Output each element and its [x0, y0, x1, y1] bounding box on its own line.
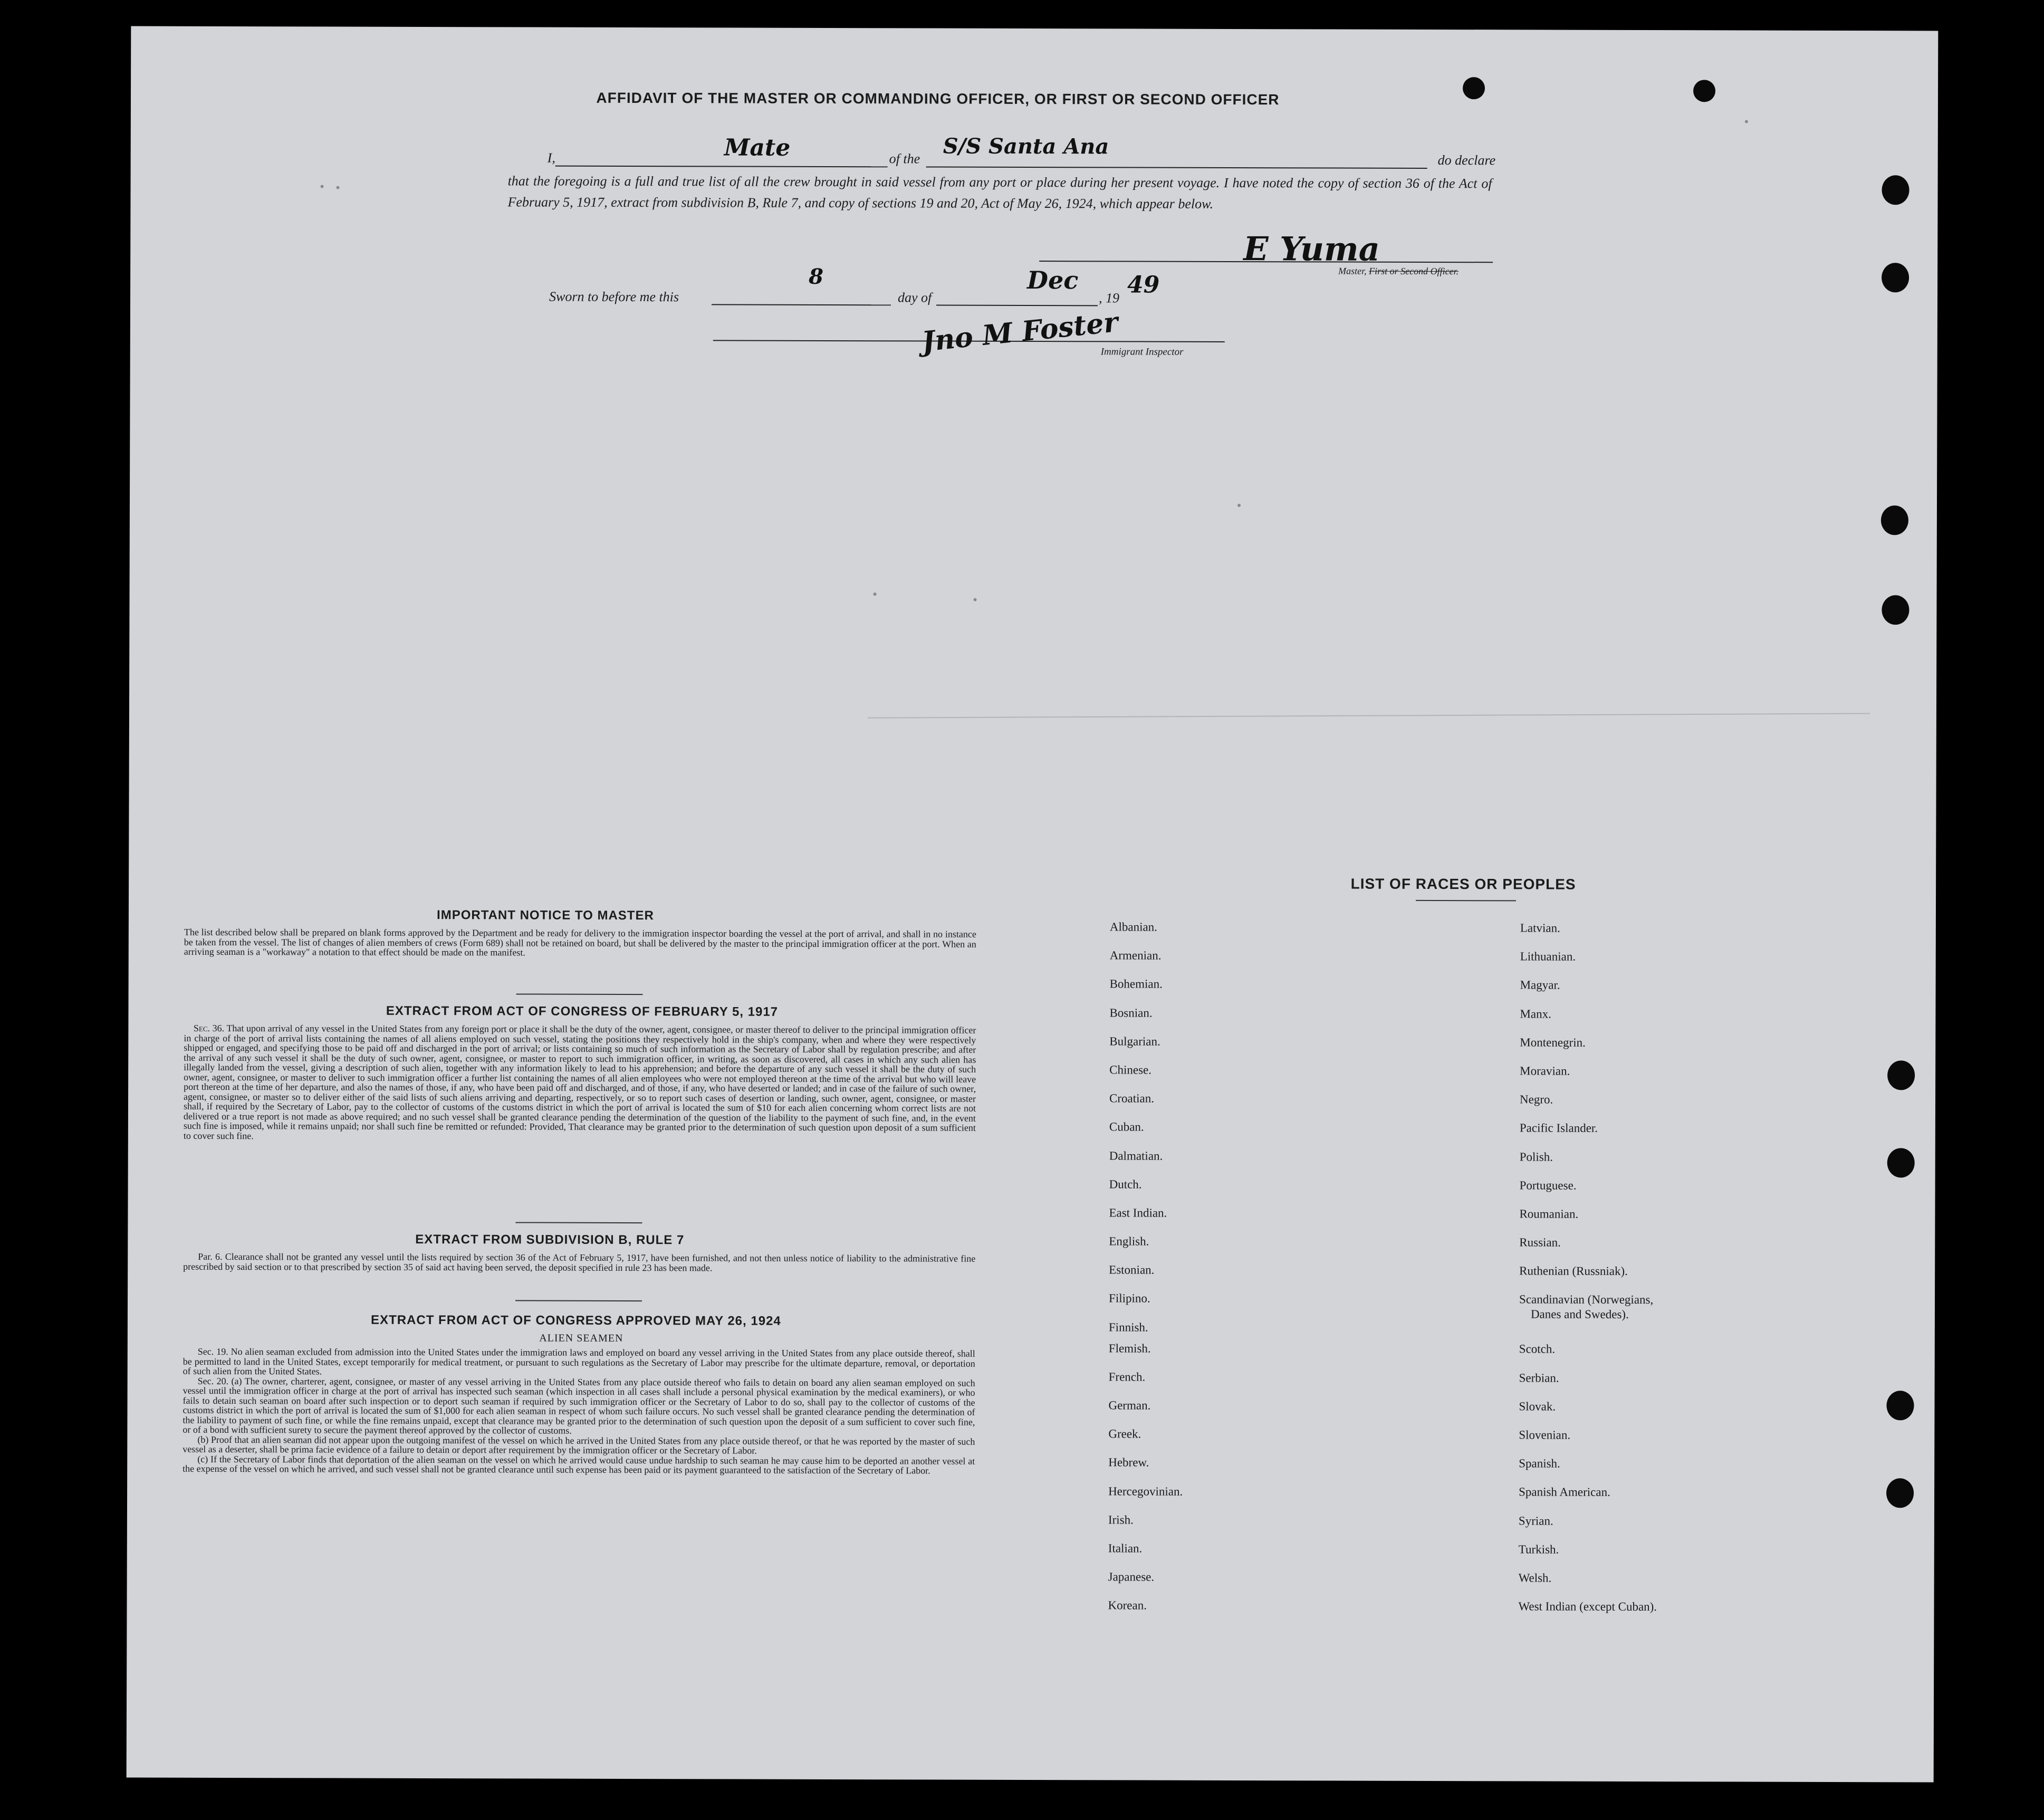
document-page — [127, 26, 1939, 1783]
race-item: Finnish. — [1108, 1320, 1148, 1334]
do-declare-label: do declare — [1437, 152, 1496, 168]
speck — [974, 598, 977, 601]
race-item: Irish. — [1108, 1513, 1134, 1527]
speck — [1237, 504, 1241, 507]
handwritten-vessel: S/S Santa Ana — [943, 133, 1109, 159]
races-title: LIST OF RACES OR PEOPLES — [1350, 875, 1576, 893]
race-item: Slovak. — [1519, 1400, 1556, 1413]
race-item: Danes and Swedes). — [1530, 1307, 1629, 1321]
handwritten-day: 8 — [809, 264, 824, 289]
race-item: German. — [1108, 1398, 1151, 1412]
of-the-label: of the — [889, 151, 920, 167]
sec-19-text: Sec. 19. No alien seaman excluded from admission into the United States under the immigration laws and employed on board any vessel arriving in the United States from any place outside thereof, shall be permitted to land in the United States, except temporarily for medical treatment, or pursuant to such regulations as the Secretary of Labor may prescribe for the ultimate departure, removal, or deportation of such alien from the United States. — [183, 1346, 975, 1377]
master-struck-label: First or Second Officer. — [1369, 265, 1459, 277]
punch-hole — [1886, 1391, 1914, 1420]
punch-hole — [1887, 1148, 1915, 1177]
race-item: Flemish. — [1108, 1342, 1151, 1355]
extract-1917-title: EXTRACT FROM ACT OF CONGRESS OF FEBRUARY 5, 1917 — [386, 1003, 779, 1019]
fold-line — [868, 713, 1870, 719]
inspector-label: Immigrant Inspector — [1100, 346, 1184, 358]
race-item: Scotch. — [1519, 1342, 1556, 1356]
race-item: Japanese. — [1108, 1570, 1155, 1584]
race-item: Dalmatian. — [1109, 1148, 1163, 1163]
notice-title: IMPORTANT NOTICE TO MASTER — [437, 908, 654, 923]
sec-20c-text: (c) If the Secretary of Labor finds that deportation of the alien seaman on the vessel on which he arrived would cause undue hardship to such seaman he may cause him to be deported an another vessel at the expense of the vessel on which he arrived, and such vessel shall not be granted clearance until such expense has been paid or its payment guaranteed to the satisfaction of the Secretary of Labor. — [183, 1453, 975, 1476]
vessel-line — [926, 166, 1427, 168]
handwritten-year: 49 — [1127, 271, 1160, 299]
speck — [1745, 120, 1748, 123]
month-line — [936, 305, 1098, 306]
year-prefix: , 19 — [1098, 290, 1120, 306]
race-item: French. — [1108, 1370, 1146, 1384]
race-item: Moravian. — [1520, 1064, 1570, 1078]
speck — [321, 185, 324, 188]
punch-hole — [1887, 1060, 1915, 1090]
race-item: Syrian. — [1518, 1514, 1553, 1528]
punch-hole — [1882, 595, 1909, 625]
punch-hole — [1886, 1478, 1914, 1508]
race-item: Bulgarian. — [1109, 1034, 1160, 1048]
master-label: Master, — [1338, 265, 1369, 276]
divider — [515, 1300, 642, 1301]
race-item: Spanish. — [1519, 1457, 1560, 1470]
speck — [874, 592, 877, 596]
race-item: Bohemian. — [1109, 977, 1163, 991]
race-item: Polish. — [1519, 1150, 1553, 1164]
punch-hole — [1881, 505, 1908, 535]
inspector-signature: Jno M Foster — [920, 306, 1120, 358]
race-item: East Indian. — [1109, 1206, 1167, 1220]
handwritten-name: Mate — [724, 134, 791, 161]
rule-7-title: EXTRACT FROM SUBDIVISION B, RULE 7 — [415, 1232, 685, 1248]
race-item: Armenian. — [1109, 949, 1162, 962]
race-item: Greek. — [1108, 1427, 1141, 1441]
master-label-block — [1338, 266, 1458, 277]
race-item: Turkish. — [1518, 1543, 1559, 1556]
race-item: West Indian (except Cuban). — [1518, 1599, 1657, 1614]
race-item: Albanian. — [1109, 920, 1157, 934]
race-item: Slovenian. — [1519, 1428, 1571, 1442]
race-item: Cuban. — [1109, 1120, 1144, 1134]
sec-36-text: That upon arrival of any vessel in the United States from any foreign port or place it shall be the duty of the owner, agent, consignee, or master thereof to deliver to the principal immigration officer in charge of the port of arrival lists containing the names of all aliens employed on such vessel, stating the positions they respectively hold in the ship's company, when and where they were respectively shipped or engaged, and specifying those to be paid off and discharged in the port of arrival; or lists containing so much of such information as the Secretary of Labor shall by regulation prescribe; and after the arrival of any such vessel it shall be the duty of such owner, agent, consignee, or master to report to such immigration officer, in writing, as soon as discovered, all cases in which any such alien has illegally landed from the vessel, giving a description of such alien, together with any information likely to lead to his apprehension; and before the departure of any such vessel it shall be the duty of such owner, agent, consignee, or master to deliver to such immigration officer a further list containing the names of all alien employees who were not employed thereon at the time of the arrival but who will leave port thereon at the time of her departure, and also the names of those, if any, who have been paid off and discharged, and of those, if any, who have deserted or landed; and in case of the failure of such owner, agent, consignee, or master so to deliver either of the said lists of such aliens arriving and departing, respectively, or so to report such cases of desertion or landing, such owner, agent, consignee, or master shall, if required by the Secretary of Labor, pay to the collector of customs of the customs district in which the port of arrival is located the sum of $10 for each alien concerning whom correct lists are not delivered or a true report is not made as above required; and no such vessel shall be granted clearance pending the determination of the question of the liability to the payment of such fine, and, in the event such fine is imposed, while it remains unpaid; nor shall such fine be remitted or refunded: Provided, That clearance may be granted prior to the determination of such question upon deposit of a sum sufficient to cover such fine. — [183, 1023, 976, 1141]
races-left-column — [1108, 920, 1184, 1627]
race-item: Estonian. — [1109, 1263, 1155, 1277]
race-item: English. — [1109, 1234, 1149, 1248]
race-item: Bosnian. — [1109, 1005, 1153, 1020]
divider — [516, 993, 643, 995]
extract-1924-text — [183, 1347, 975, 1476]
sworn-label: Sworn to before me this — [549, 289, 679, 305]
race-item: Pacific Islander. — [1519, 1121, 1598, 1135]
sec-36-label: Sec. 36. — [193, 1022, 225, 1033]
day-of-label: day of — [897, 290, 932, 305]
race-item: Spanish American. — [1519, 1485, 1610, 1499]
race-item: Magyar. — [1520, 978, 1560, 992]
race-item: Croatian. — [1109, 1091, 1155, 1105]
rule-7-text: Par. 6. Clearance shall not be granted any vessel until the lists required by section 36 of the Act of February 5, 1917, have been furnished, and not then unless notice of liability to the administrative fine prescribed by said section or to that prescribed by section 35 of said act having been served, the deposit specified in rule 23 has been made. — [183, 1251, 976, 1273]
race-item: Chinese. — [1109, 1063, 1152, 1077]
race-item: Korean. — [1108, 1598, 1147, 1612]
race-item: Latvian. — [1520, 921, 1560, 935]
handwritten-month: Dec — [1027, 265, 1079, 295]
extract-1917-text — [184, 1023, 976, 1143]
race-item: Portuguese. — [1519, 1179, 1577, 1192]
race-item: Filipino. — [1109, 1291, 1150, 1306]
divider — [1416, 900, 1516, 901]
race-item: Dutch. — [1109, 1177, 1142, 1191]
race-item: Hercegovinian. — [1108, 1484, 1183, 1498]
speck — [337, 186, 340, 189]
name-line — [555, 166, 888, 168]
race-item: Hebrew. — [1108, 1455, 1149, 1469]
sec-20a-text: Sec. 20. (a) The owner, charterer, agent, consignee, or master of any vessel arriving in the United States from any place outside thereof who fails to detain on board any alien seaman employed on such vessel until the immigration officer in charge at the port of arrival has inspected such seaman (which inspection in all cases shall include a personal physical examination by the medical examiners), or who fails to detain such seaman on board after such inspection or to deport such seaman if required by such immigration officer or the Secretary of Labor to do so, shall pay to the collector of customs of the customs district in which the port of arrival is located the sum of $1,000 for each alien seaman in respect of whom such failure occurs. No such vessel shall be granted clearance pending the determination of the liability to payment of such fine, or while the fine remains unpaid, except that clearance may be granted prior to the determination of such question upon the deposit of a sum sufficient to cover such fine, or of a bond with sufficient surety to secure the payment thereof approved by the collector of customs. — [183, 1375, 975, 1436]
affidavit-title: AFFIDAVIT OF THE MASTER OR COMMANDING OFFICER, OR FIRST OR SECOND OFFICER — [596, 89, 1280, 108]
punch-hole — [1882, 175, 1909, 205]
race-item: Russian. — [1519, 1235, 1561, 1249]
i-label: I, — [547, 150, 555, 166]
punch-hole — [1693, 80, 1715, 102]
race-item: Manx. — [1520, 1007, 1551, 1021]
punch-hole — [1882, 263, 1909, 292]
divider — [515, 1222, 642, 1223]
affidavit-body: that the foregoing is a full and true list of all the crew brought in said vessel from any port or place during her present voyage. I have noted the copy of section 36 of the Act of February 5, 1917, extract from subdivision B, Rule 7, and copy of sections 19 and 20, Act of May 26, 1924, which appear below. — [507, 173, 1492, 212]
race-item: Roumanian. — [1519, 1207, 1579, 1221]
notice-text: The list described below shall be prepared on blank forms approved by the Department and be ready for delivery to the immigration inspector boarding the vessel at the port of arrival, and shall in no instance be taken from the vessel. The list of changes of alien members of crews (Form 689) shall not be retained on board, but shall be delivered by the master to the principal immigration officer at the port. When an arriving seaman is a "workaway" a notation to that effect should be made on the manifest. — [184, 926, 976, 958]
race-item: Montenegrin. — [1520, 1036, 1586, 1049]
sec-20b-text: (b) Proof that an alien seaman did not appear upon the outgoing manifest of the vessel on which he arrived in the United States from any place outside thereof, or that he was reported by the master of such vessel as a deserter, shall be prima facie evidence of a failure to detain or deport after requirement by the immigration officer or the Secretary of Labor. — [183, 1434, 975, 1456]
sworn-day-line — [712, 304, 891, 305]
race-item: Lithuanian. — [1520, 950, 1576, 963]
extract-1924-title: EXTRACT FROM ACT OF CONGRESS APPROVED MAY 26, 1924 — [371, 1313, 781, 1328]
race-item: Italian. — [1108, 1541, 1143, 1555]
extract-1924-subtitle: ALIEN SEAMEN — [539, 1332, 623, 1344]
races-right-column — [1518, 921, 1658, 1629]
race-item: Scandinavian (Norwegians, — [1519, 1292, 1654, 1307]
race-item: Negro. — [1520, 1093, 1553, 1106]
race-item: Ruthenian (Russniak). — [1519, 1264, 1628, 1278]
race-item: Serbian. — [1519, 1371, 1559, 1385]
master-signature: E Yuma — [1243, 229, 1380, 269]
race-item: Welsh. — [1518, 1571, 1552, 1585]
